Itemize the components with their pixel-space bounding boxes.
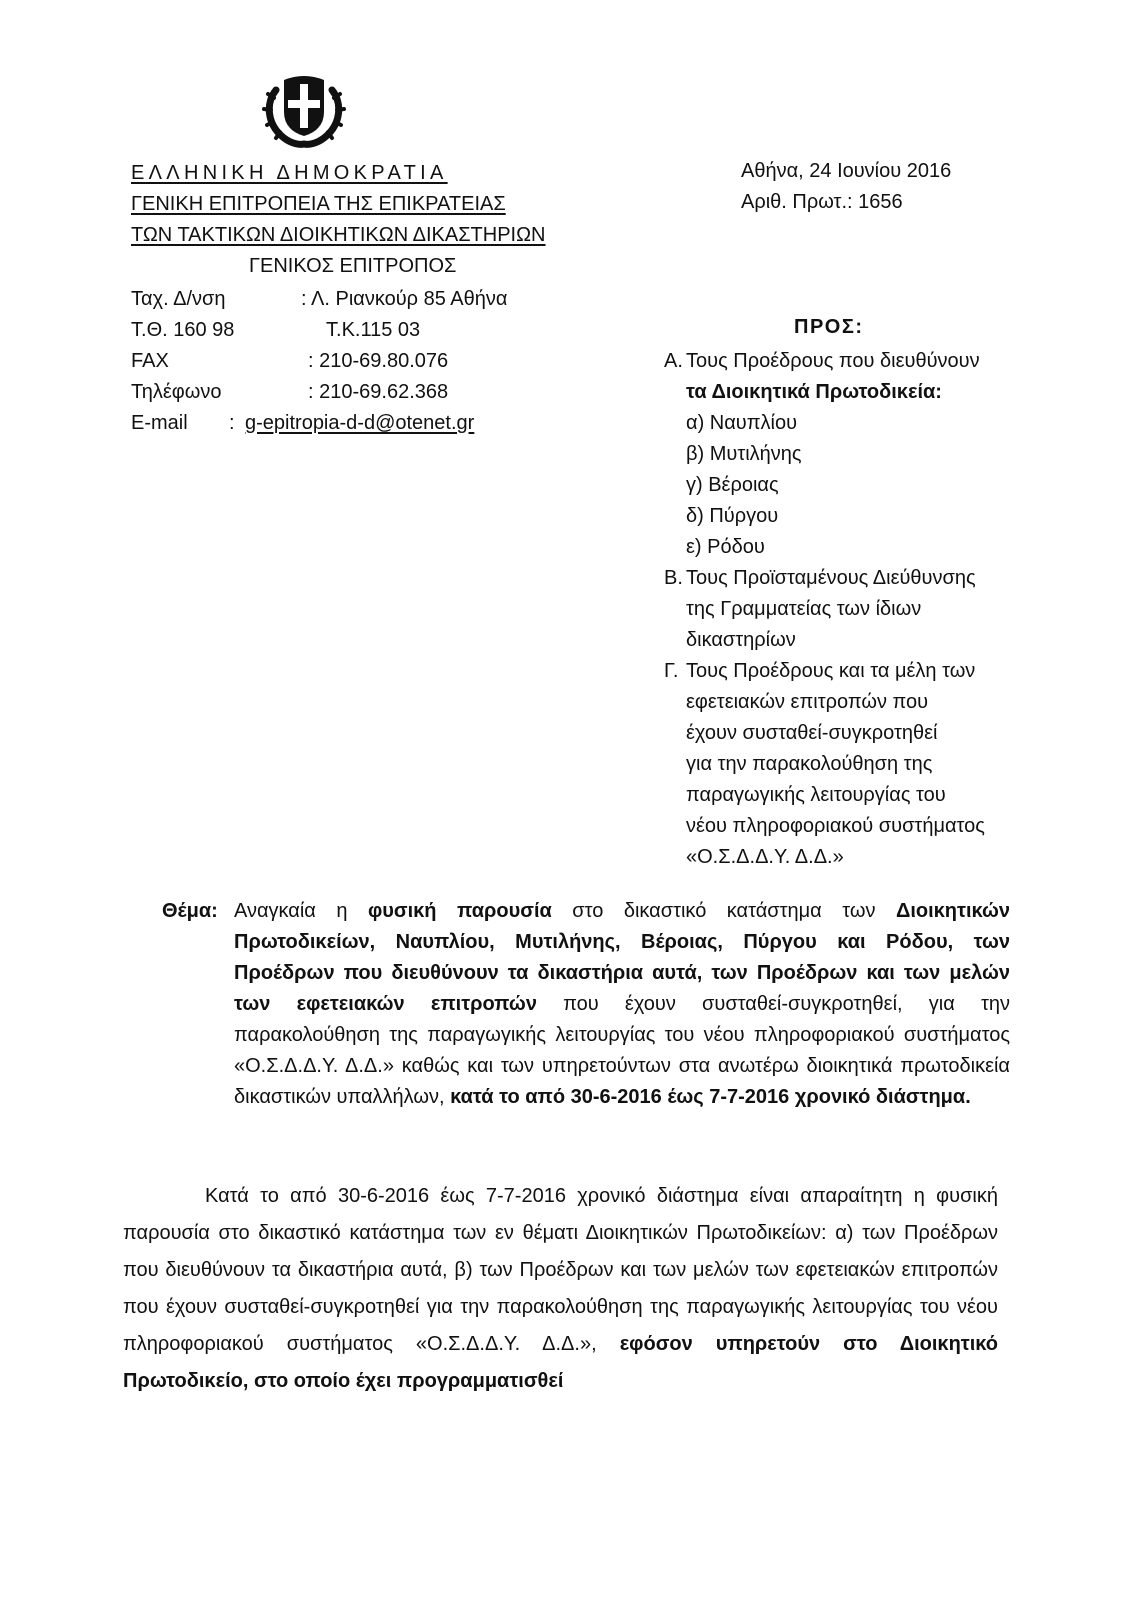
recipient-b-line: Τους Προϊσταμένους Διεύθυνσης (686, 567, 976, 589)
recipient-a-text: Τους Προέδρους που διευθύνουν (686, 350, 980, 372)
phone-label: Τηλέφωνο (131, 381, 222, 403)
body-text: Κατά το από 30-6-2016 έως 7-7-2016 χρονικό διάστημα είναι απαραίτητη η φυσική παρουσία στο δικαστικό κατάστημα των εν θέματι Διοικητικών Πρωτοδικείων: α) των Προέδρων που διευθύνουν τα δικαστήρια αυτά, β) των Προέδρων και των μελών των εφετειακών επιτροπών που έχουν συσταθεί-συγκροτηθεί για την παρακολούθηση της παραγωγικής λειτουργίας του νέου πληροφοριακού συστήματος «Ο.Σ.Δ.Δ.Υ. Δ.Δ.», (123, 1185, 998, 1355)
header-authority: ΓΕΝΙΚΗ ΕΠΙΤΡΟΠΕΙΑ ΤΗΣ ΕΠΙΚΡΑΤΕΙΑΣ (131, 193, 506, 215)
letter-date: Αθήνα, 24 Ιουνίου 2016 (741, 160, 952, 182)
po-box-label: Τ.Θ. 160 98 (131, 319, 235, 341)
header-commissioner: ΓΕΝΙΚΟΣ ΕΠΙΤΡΟΠΟΣ (249, 255, 457, 277)
address-label: Ταχ. Δ/νση (131, 288, 226, 310)
protocol-number: Αριθ. Πρωτ.: 1656 (741, 191, 903, 213)
fax-label: FAX (131, 350, 169, 372)
subject-part: Αναγκαία η (234, 900, 368, 922)
recipients-heading: ΠΡΟΣ: (794, 316, 864, 338)
recipient-a-item: β) Μυτιλήνης (686, 443, 802, 465)
recipient-a-item: ε) Ρόδου (686, 536, 765, 558)
recipient-c-line: εφετειακών επιτροπών που (686, 691, 929, 713)
subject-part-bold: Διοικητικών Πρωτοδικείων, Ναυπλίου, Μυτιλήνης, Βέροιας, Πύργου και Ρόδου, των Προέδρων που διευθύνουν τα δικαστήρια αυτά, των Προέδρων και των μελών των εφετειακών επιτροπών (234, 900, 1010, 1015)
recipient-c-line: για την παρακολούθηση της (686, 753, 933, 775)
recipient-a-mark: Α. (664, 350, 683, 372)
recipient-c-line: νέου πληροφοριακού συστήματος (686, 815, 985, 837)
recipient-a-item: α) Ναυπλίου (686, 412, 798, 434)
recipient-a-item: γ) Βέροιας (686, 474, 779, 496)
phone-value: : 210-69.62.368 (308, 381, 449, 403)
body-text-bold: εφόσον υπηρετούν στο Διοικητικό Πρωτοδικείο, στο οποίο έχει προγραμματισθεί (123, 1333, 998, 1392)
fax-value: : 210-69.80.076 (308, 350, 449, 372)
recipient-c-mark: Γ. (664, 660, 679, 682)
recipient-a-courts: τα Διοικητικά Πρωτοδικεία: (686, 381, 942, 403)
email-link[interactable]: g-epitropia-d-d@otenet.gr (245, 412, 475, 434)
subject-part: στο δικαστικό κατάστημα των (551, 900, 896, 922)
subject-part-bold: κατά το από 30-6-2016 έως 7-7-2016 χρονικό διάστημα. (450, 1086, 971, 1108)
subject-label: Θέμα: (162, 900, 218, 922)
greek-coat-of-arms-icon (262, 72, 346, 148)
recipient-c-line: «Ο.Σ.Δ.Δ.Υ. Δ.Δ.» (686, 846, 844, 868)
header-country: ΕΛΛΗΝΙΚΗ ΔΗΜΟΚΡΑΤΙΑ (131, 162, 448, 184)
email-separator: : (229, 412, 235, 434)
email-label: E-mail (131, 412, 188, 434)
recipient-b-line: δικαστηρίων (686, 629, 796, 651)
authority-header (131, 158, 546, 282)
subject-part-bold: φυσική παρουσία (367, 900, 552, 922)
letter-body (123, 1178, 998, 1400)
address-value: : Λ. Ριανκούρ 85 Αθήνα (301, 288, 508, 310)
body-paragraph (123, 1178, 998, 1400)
subject-block (162, 896, 1010, 1113)
subject-text (162, 896, 1010, 1113)
recipient-c-line: έχουν συσταθεί-συγκροτηθεί (686, 722, 938, 744)
date-block (741, 156, 951, 218)
postal-code-value: Τ.Κ.115 03 (326, 319, 421, 341)
recipient-a-item: δ) Πύργου (686, 505, 779, 527)
recipient-c-line: παραγωγικής λειτουργίας του (686, 784, 946, 806)
recipient-c-line: Τους Προέδρους και τα μέλη των (686, 660, 976, 682)
subject-part: που έχουν συσταθεί-συγκροτηθεί, για την παρακολούθηση της παραγωγικής λειτουργίας του νέου πληροφοριακού συστήματος «Ο.Σ.Δ.Δ.Υ. Δ.Δ.» καθώς και των υπηρετούντων στα ανωτέρω διοικητικά πρωτοδικεία δικαστικών υπαλλήλων, (234, 993, 1010, 1108)
header-courts: ΤΩΝ ΤΑΚΤΙΚΩΝ ΔΙΟΙΚΗΤΙΚΩΝ ΔΙΚΑΣΤΗΡΙΩΝ (131, 224, 546, 246)
recipient-b-mark: Β. (664, 567, 683, 589)
recipient-b-line: της Γραμματείας των ίδιων (686, 598, 922, 620)
